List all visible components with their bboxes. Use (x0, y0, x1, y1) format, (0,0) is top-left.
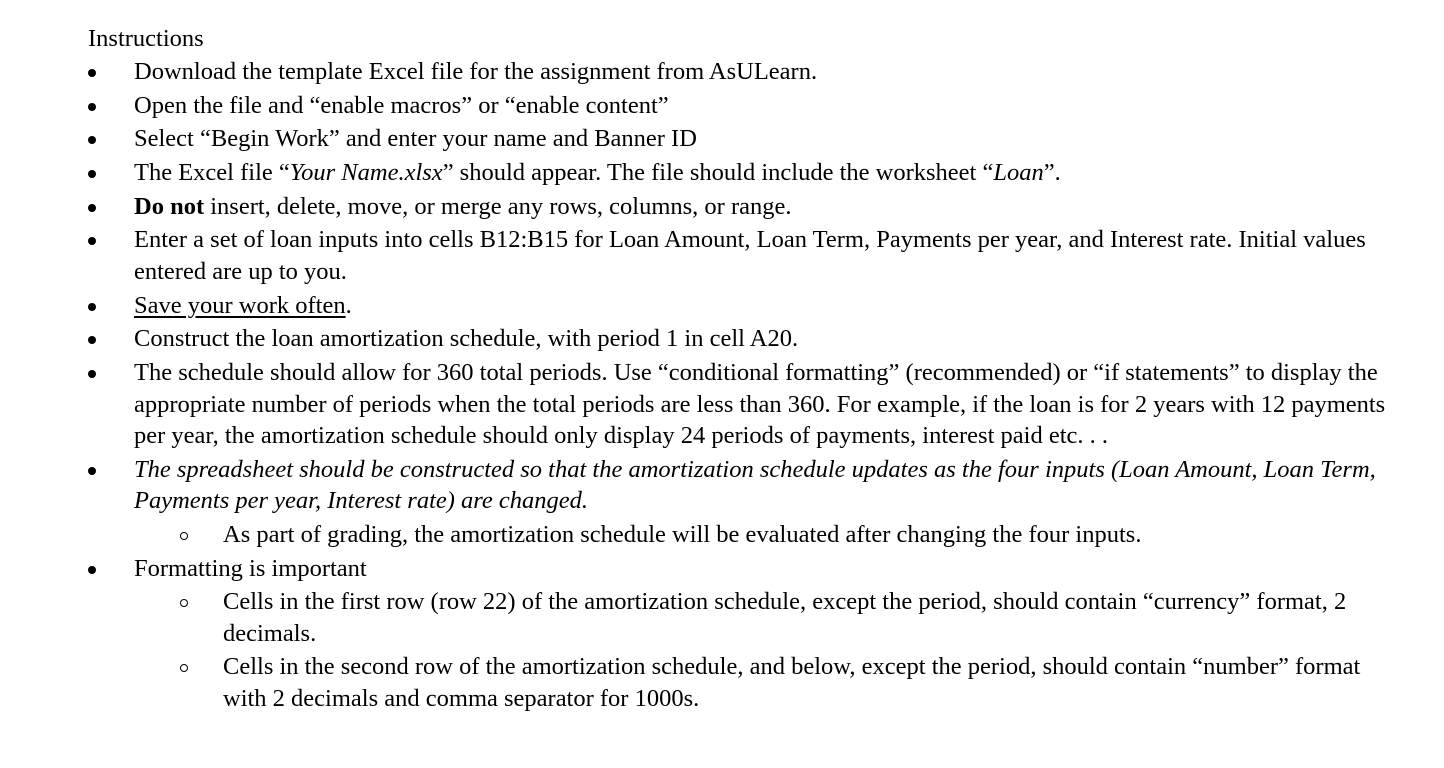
list-item (88, 224, 1408, 287)
instructions-document (88, 22, 1408, 714)
sub-list-item (88, 651, 1408, 714)
list-item (88, 56, 1408, 88)
list-item (88, 90, 1408, 122)
file-name: Your Name.xlsx (289, 159, 443, 187)
item-text: The schedule should allow for 360 total periods. Use “conditional formatting” (recommended) or “if statements” to display the appropriate number of periods when the total periods are less than 360. For example, if the loan is for 2 years with 12 payments per year, the amortization schedule should only display 24 periods of payments, interest paid etc. . . (134, 359, 1386, 449)
list-item (88, 290, 1408, 322)
item-text: Formatting is important (134, 554, 367, 582)
item-text: The spreadsheet should be constructed so that the amortization schedule updates as the four inputs (Loan Amount, Loan Term, Payments per year, Interest rate) are changed. (134, 455, 1376, 515)
list-item (88, 157, 1408, 189)
worksheet-name: Loan (993, 159, 1044, 187)
list-item (88, 553, 1408, 585)
heading: Instructions (88, 25, 204, 52)
item-text-part: insert, delete, move, or merge any rows, columns, or range. (204, 192, 792, 220)
sub-item-text: As part of grading, the amortization schedule will be evaluated after changing the four inputs. (223, 520, 1142, 548)
underlined-text: Save your work often (134, 291, 346, 319)
list-item (88, 323, 1408, 355)
list-item (88, 191, 1408, 223)
item-text-part: The Excel file “ (134, 159, 290, 187)
list-item (88, 357, 1408, 452)
item-text-part: ”. (1043, 159, 1061, 187)
item-text: Enter a set of loan inputs into cells B12:B15 for Loan Amount, Loan Term, Payments per year, and Interest rate. Initial values entered are up to you. (134, 226, 1366, 285)
item-text: Download the template Excel file for the assignment from AsULearn. (134, 58, 818, 85)
item-text: Select “Begin Work” and enter your name and Banner ID (134, 125, 697, 153)
emphasis-text: Do not (134, 192, 205, 220)
list-item (88, 123, 1408, 155)
item-text-part: . (345, 291, 352, 319)
item-text-part: ” should appear. The file should include the worksheet “ (442, 159, 994, 187)
sub-item-text: Cells in the second row of the amortization schedule, and below, except the period, should contain “number” format with 2 decimals and comma separator for 1000s. (223, 653, 1361, 712)
item-text: Construct the loan amortization schedule, with period 1 in cell A20. (134, 325, 799, 353)
sub-item-text: Cells in the first row (row 22) of the amortization schedule, except the period, should contain “currency” format, 2 decimals. (223, 588, 1347, 647)
sub-list-item (88, 519, 1408, 551)
item-text: Open the file and “enable macros” or “enable content” (134, 91, 669, 119)
sub-list-item (88, 586, 1408, 649)
list-item (88, 454, 1408, 517)
